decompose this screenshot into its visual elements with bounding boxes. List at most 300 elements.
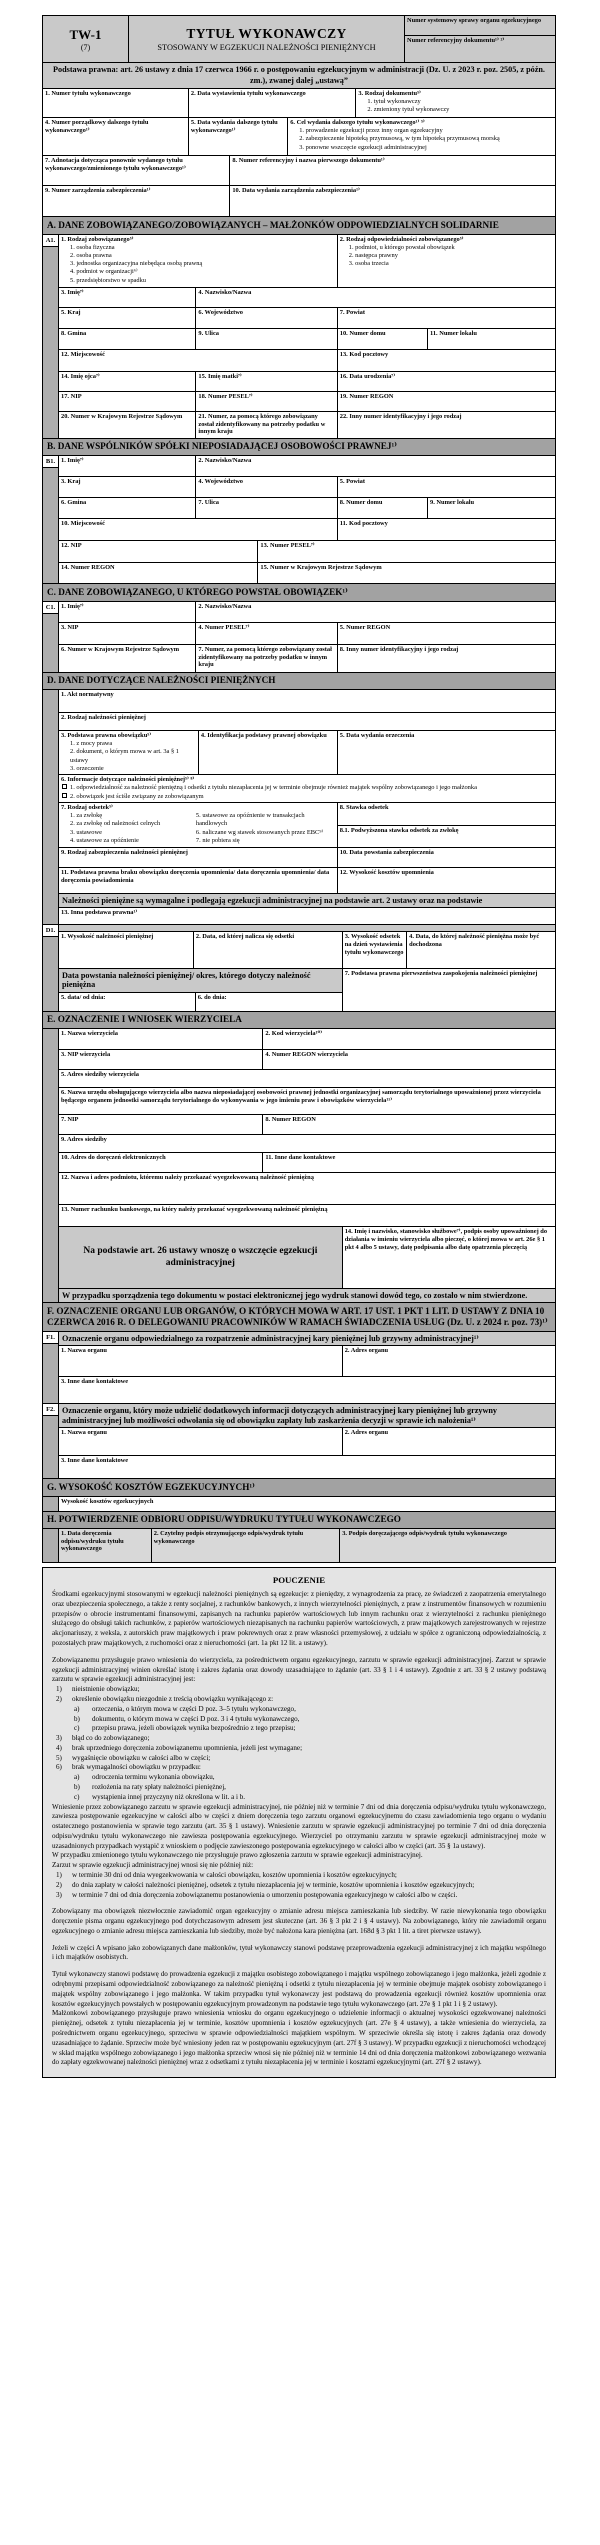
field-label: 7. Adnotacja dotycząca ponownie wydanego tytułu wykonawczego/zmienionego tytułu wykonawczego¹⁾ <box>45 157 186 172</box>
row-id-strip <box>43 1029 59 1302</box>
checkbox-icon <box>62 793 67 798</box>
field-label: 9. Adres siedziby <box>61 1136 107 1144</box>
list-marker: a) <box>74 1773 80 1782</box>
field-label: Na podstawie art. 26 ustawy wnoszę o wszczęcie egzekucji administracyjnej <box>83 1246 318 1268</box>
form-row <box>59 893 555 907</box>
field-label: 17. NIP <box>61 392 82 400</box>
field-label: 2. Nazwisko/Nazwa <box>198 602 252 610</box>
field-label: 8.1. Podwyższona stawka odsetek za zwłokę <box>339 827 459 835</box>
row-id-label: D1. <box>43 925 58 937</box>
field-cell <box>257 563 555 583</box>
field-label: 2. Data wystawienia tytułu wykonawczego <box>190 90 306 98</box>
form-row <box>59 235 555 287</box>
field-label: 3. Podstawa prawna obowiązku⁵⁾ <box>61 732 152 740</box>
field-label: 10. Miejscowość <box>61 520 106 528</box>
list-text: przepisu prawa, jeżeli obowiązek wynika bezpośrednio z tego przepisu; <box>92 1724 296 1733</box>
field-cell <box>59 1115 262 1134</box>
field-cell <box>195 993 342 1011</box>
field-cell <box>195 308 336 328</box>
field-cell <box>59 803 337 847</box>
field-cell <box>342 1346 555 1376</box>
field-cell <box>59 1050 262 1069</box>
list-text: brak wymagalności obowiązku w przypadku: <box>72 1763 201 1772</box>
field-label: 12. Wysokość kosztów upomnienia <box>339 869 434 877</box>
field-label: 8. Numer REGON <box>265 1116 316 1124</box>
field-label: 1. Data doręczenia odpisu/wydruku tytułu wykonawczego <box>61 1530 124 1553</box>
field-cell <box>337 392 555 411</box>
form-row <box>59 1069 555 1087</box>
band-cell <box>59 894 555 907</box>
field-cell <box>59 412 195 438</box>
field-label: 1. Wysokość należności pieniężnej <box>61 933 154 941</box>
form-row <box>59 1376 555 1403</box>
rows-container <box>43 89 555 216</box>
form-row <box>59 411 555 438</box>
pouczenie-list-item <box>52 1715 546 1725</box>
pouczenie-paragraph: W przypadku zmienionego tytułu wykonawczego nie przysługuje prawo zgłoszenia zarzutu w sprawie egzekucji administracyjnej. <box>52 1851 423 1860</box>
field-label: 5. Kraj <box>61 308 81 316</box>
field-cell <box>337 372 555 391</box>
checkbox-label: 1. odpowiedzialność za należność pieniężną i odsetki z tytułu niezapłacenia jej w terminie obejmuje również majątek wspólny zobowiązanego i jego małżonka <box>70 784 477 791</box>
field-label: 7. Powiat <box>339 308 365 316</box>
pouczenie-paragraph: Tytuł wykonawczy stanowi podstawę do prowadzenia egzekucji z majątku osobistego zobowiązanego i majątku wspólnego zobowiązanego i jego małżonka, jeżeli zgodnie z odrębnymi przepisami odpowiedzialność zobowiązanego za należność pieniężną i odsetki z tytułu niezapłacenia jej w terminie obejmuje majątek osobisty zobowiązanego i majątek wspólny zobowiązanego i jego małżonka. W takim przypadku tytuł wykonawczy jest podstawą do prowadzenia egzekucji również kosztów upomnienia oraz kosztów egzekucyjnych powstałych w postępowaniu egzekucyjnym prowadzonym na podstawie tego tytułu wykonawczego (art. 27e § 1 pkt 1 i § 2 ustawy). <box>52 1970 546 2008</box>
row-id-strip <box>43 1332 59 1403</box>
list-text: do dnia zapłaty w całości należności pieniężnej, odsetek z tytułu niezapłacenia jej w terminie, kosztów upomnienia i kosztów egzekucyjnych; <box>72 1880 475 1889</box>
list-marker: b) <box>74 1714 80 1723</box>
field-cell <box>406 932 555 968</box>
field-label: 5. Adres siedziby wierzyciela <box>61 1071 139 1079</box>
field-label: 11. Podstawa prawna braku obowiązku doręczenia upomnienia/ data doręczenia upomnienia/ data doręczenia powiadomienia <box>61 869 330 884</box>
field-label: 3. Inne dane kontaktowe <box>61 1378 129 1386</box>
field-label: 21. Numer, za pomocą którego zobowiązany został zidentyfikowany na potrzeby podatku w innym kraju <box>198 412 326 436</box>
field-label: 9. Ulica <box>198 329 219 337</box>
field-cell <box>337 731 555 774</box>
field-label: 8. Numer domu <box>339 499 383 507</box>
field-label: 6. Numer w Krajowym Rejestrze Sądowym <box>61 645 180 653</box>
field-label: 9. Numer zarządzenia zabezpieczenia¹⁾ <box>45 187 151 195</box>
rows-container <box>59 1529 555 1562</box>
field-cell <box>59 848 337 867</box>
option-column <box>187 812 335 845</box>
option-item: 1. osoba fizyczna <box>70 243 115 251</box>
field-label: 8. Numer referencyjny i nazwa pierwszego dokumentu¹⁾ <box>232 157 385 165</box>
form-row <box>59 1087 555 1114</box>
form-section-block <box>43 1331 555 1403</box>
field-cell <box>43 156 229 185</box>
form-row <box>59 518 555 540</box>
field-cell <box>43 118 188 155</box>
field-cell <box>59 731 198 774</box>
field-cell <box>337 645 555 672</box>
field-label: 15. Numer w Krajowym Rejestrze Sądowym <box>260 564 382 572</box>
field-label: 10. Data wydania zarządzenia zabezpieczenia¹⁾ <box>232 187 360 195</box>
form-section-block <box>43 455 555 583</box>
form-row <box>59 931 555 968</box>
form-row <box>59 456 555 476</box>
form-row <box>59 307 555 328</box>
form-section-block <box>43 1403 555 1478</box>
rows-container <box>59 690 555 924</box>
field-cell <box>338 803 555 825</box>
field-label: 5. data/ od dnia: <box>61 993 106 1001</box>
form-row <box>59 1345 555 1376</box>
form-row <box>43 89 555 117</box>
field-label: 5. Data wydania orzeczenia <box>339 732 415 740</box>
field-label: 3. NIP wierzyciela <box>61 1051 111 1059</box>
pouczenie-list-item <box>52 1891 546 1901</box>
checkbox-icon <box>62 784 67 789</box>
field-label: 1. Rodzaj zobowiązanego⁵⁾ <box>61 235 134 243</box>
field-cell <box>337 848 555 867</box>
rows-container <box>59 602 555 672</box>
field-label: 5. Data wydania dalszego tytułu wykonawczego¹⁾ <box>190 119 278 134</box>
field-cell <box>337 868 555 893</box>
field-cell <box>262 1050 555 1069</box>
field-cell <box>59 602 195 622</box>
field-label: 4. Data, do której należność pieniężna może być dochodzona <box>409 933 540 948</box>
field-cell <box>59 690 555 712</box>
option-item: 2. następca prawny <box>348 251 398 259</box>
field-label: 4. Numer REGON wierzyciela <box>265 1051 348 1059</box>
field-cell <box>59 456 195 476</box>
list-text: w terminie 30 dni od dnia wyegzekwowania w całości obowiązku, kosztów upomnienia i kosztów egzekucyjnych; <box>72 1871 397 1879</box>
pouczenie-list-item <box>52 1744 546 1754</box>
field-cell <box>355 89 555 117</box>
pouczenie-list-item <box>52 1705 546 1715</box>
band-cell <box>151 1529 339 1562</box>
form-section-block <box>43 1528 555 1562</box>
field-label: 13. Numer rachunku bankowego, na który należy przekazać wyegzekwowaną należność pieniężną <box>61 1206 328 1214</box>
list-text: orzeczenia, o którym mowa w części D poz. 3–5 tytułu wykonawczego, <box>92 1704 296 1713</box>
field-label: 2. Rodzaj należności pieniężnej <box>61 714 146 722</box>
field-label: 1. Nazwa organu <box>61 1347 107 1355</box>
pouczenie-paragraph: Zobowiązany ma obowiązek niezwłocznie zawiadomić organ egzekucyjny o zmianie adresu miejsca zamieszkania lub siedziby. W razie niewykonania tego obowiązku doręczenie pisma organu egzekucyjnego pod dotychczasowym adresem jest skuteczne (art. 36 § 3 pkt 2 i § 4 ustawy). Na zobowiązanego, który nie zawiadomił organu egzekucyjnego o zmianie adresu miejsca zamieszkania lub siedziby, może być nałożona kara pieniężna (art. 168d § 3 pkt 1 lit. a tiret pierwsze ustawy). <box>52 1907 546 1935</box>
field-cell <box>59 623 195 644</box>
field-label: 2. Rodzaj odpowiedzialności zobowiązanego⁵⁾ <box>339 235 464 243</box>
field-label: Numer referencyjny dokumentu¹⁾ ²⁾ <box>407 37 505 44</box>
row-id-strip <box>43 925 59 1011</box>
field-cell <box>257 541 555 562</box>
form-row <box>59 1114 555 1134</box>
field-label: 14. Numer REGON <box>61 564 115 572</box>
form-row <box>59 867 555 893</box>
form-header <box>43 16 555 62</box>
form-row <box>59 287 555 307</box>
list-marker: 6) <box>56 1763 62 1772</box>
list-marker: a) <box>74 1704 80 1713</box>
list-marker: 2) <box>56 1694 62 1703</box>
field-cell <box>195 602 555 622</box>
pouczenie-list-item <box>52 1695 546 1705</box>
field-label: 1. Akt normatywny <box>61 691 114 699</box>
field-label: 1. Numer tytułu wykonawczego <box>45 90 131 98</box>
field-cell <box>342 969 555 1011</box>
field-label: 8. Stawka odsetek <box>339 804 389 812</box>
row-id-strip <box>43 1497 59 1511</box>
form-row <box>59 602 555 622</box>
form-tw1 <box>42 15 556 1563</box>
field-cell <box>195 477 336 497</box>
field-cell <box>43 186 229 216</box>
form-row <box>59 476 555 497</box>
field-label: 9. Rodzaj zabezpieczenia należności pieniężnej <box>61 849 188 857</box>
option-item: 7. nie pobiera się <box>195 836 240 844</box>
form-row <box>59 644 555 672</box>
form-row <box>59 968 555 1011</box>
field-label: 7. Numer, za pomocą którego zobowiązany został zidentyfikowany na potrzeby podatku w innym kraju <box>198 645 332 669</box>
field-cell <box>195 412 336 438</box>
form-row <box>59 497 555 518</box>
field-cell <box>59 645 195 672</box>
field-label: 1. Imię⁷⁾ <box>61 457 84 465</box>
field-cell <box>229 186 555 216</box>
field-cell <box>59 541 257 562</box>
field-label: 13. Kod pocztowy <box>339 350 389 358</box>
field-label: 9. Numer lokalu <box>430 499 475 507</box>
field-label: 12. Nazwa i adres podmiotu, któremu należy przekazać wyegzekwowaną należność pieniężną <box>61 1174 314 1182</box>
field-label: 11. Kod pocztowy <box>339 520 388 528</box>
field-cell <box>59 993 195 1011</box>
option-item: 4. ustawowe za opóźnienie <box>70 836 139 844</box>
option-item: 1. z mocy prawa <box>70 740 113 747</box>
field-label: 3. Inne dane kontaktowe <box>61 1457 129 1464</box>
list-text: dokumentu, o którym mowa w części D poz. 3 i 4 tytułu wykonawczego, <box>92 1714 300 1723</box>
field-label: 3. Podpis doręczającego odpis/wydruk tytułu wykonawczego <box>342 1530 507 1537</box>
field-cell <box>59 519 337 540</box>
field-cell <box>59 329 195 349</box>
section-header: D. DANE DOTYCZĄCE NALEŻNOŚCI PIENIĘŻNYCH <box>43 672 555 690</box>
field-label: 7. Podstawa prawna pierwszeństwa zaspokojenia należności pieniężnej <box>344 970 538 978</box>
list-text: rozłożenia na raty spłaty należności pieniężnej, <box>92 1782 226 1791</box>
form-row <box>59 349 555 371</box>
form-section-block <box>43 88 555 216</box>
field-cell <box>59 563 257 583</box>
list-marker: b) <box>74 1782 80 1791</box>
field-label: 6. Województwo <box>198 308 244 316</box>
form-row <box>59 1404 555 1427</box>
field-label: 2. Kod wierzyciela¹⁰⁾ <box>265 1030 323 1038</box>
field-cell <box>337 412 555 438</box>
field-cell <box>195 329 336 349</box>
form-version: (7) <box>80 42 91 52</box>
form-row <box>59 1288 555 1302</box>
field-cell <box>59 235 337 287</box>
form-row <box>59 1497 555 1511</box>
field-cell <box>59 775 555 802</box>
form-code: TW-1 <box>69 26 102 42</box>
field-cell <box>195 392 336 411</box>
pouczenie-paragraph: Wniesienie przez zobowiązanego zarzutu w sprawie egzekucji administracyjnej, nie później niż w terminie 7 dni od dnia doręczenia odpisu/wydruku tytułu wykonawczego, zawiesza postępowanie egzekucyjne w całości albo w części z dniem doręczenia tego zarzutu organowi egzekucyjnemu do czasu zawiadomienia tego organu o wydaniu ostatecznego postanowienia w sprawie tego zarzutu (art. 35 § 1 ustawy). Wniesienie zarzutu w sprawie egzekucji administracyjnej po terminie 7 dni od dnia doręczenia odpisu/wydruku tytułu wykonawczego nie zawiesza postępowania egzekucyjnego. Wierzyciel po otrzymaniu zarzutu w sprawie egzekucji administracyjnej może w uzasadnionych przypadkach wystąpić z wnioskiem o podjęcie zawieszonego postępowania egzekucyjnego w całości albo w części (art. 35 § 1a ustawy). <box>52 1802 546 1850</box>
field-label: 15. Imię matki⁷⁾ <box>198 372 242 380</box>
field-cell <box>59 350 337 371</box>
field-label: 5. Numer REGON <box>339 623 391 631</box>
field-label: 16. Data urodzenia⁷⁾ <box>339 372 396 380</box>
field-label: 4. Nazwisko/Nazwa <box>198 288 252 296</box>
option-item: 1. za zwłokę <box>70 811 103 819</box>
field-cell <box>59 1088 555 1114</box>
form-section-block <box>43 689 555 924</box>
option-item: 3. ponowne wszczęcie egzekucji administracyjnej <box>299 143 427 151</box>
field-label: 20. Numer w Krajowym Rejestrze Sądowym <box>61 412 183 420</box>
row-id-strip <box>43 235 59 438</box>
form-row <box>59 730 555 774</box>
option-item: 5. przedsiębiorstwo w spadku <box>70 276 146 284</box>
field-label: 14. Imię ojca⁷⁾ <box>61 372 100 380</box>
form-row <box>59 1226 555 1288</box>
rows-container <box>59 1332 555 1403</box>
list-marker: 5) <box>56 1753 62 1762</box>
option-item: 6. naliczane wg stawek stosowanych przez EBC⁹⁾ <box>195 828 324 836</box>
option-item: 3. orzeczenie <box>70 764 104 772</box>
field-label: 8. Gmina <box>61 329 87 337</box>
field-label: 10. Adres do doręczeń elektronicznych <box>61 1154 166 1162</box>
field-label: 19. Numer REGON <box>339 392 394 400</box>
pouczenie-list-item <box>52 1734 546 1744</box>
pouczenie-paragraph: Małżonkowi zobowiązanego przysługuje prawo wniesienia wniosku do organu egzekucyjnego o udzielenie informacji o aktualnej wysokości egzekwowanej należności pieniężnej, odsetek z tytułu niezapłacenia jej w terminie, kosztów upomnienia i kosztów egzekucyjnych (art. 27e § 4 ustawy), a także wniesienia do wierzyciela, za pośrednictwem organu egzekucyjnego, sprzeciwu w sprawie odpowiedzialności majątkiem wspólnym. W sprzeciwie określa się istotę i zakres żądania oraz dowody uzasadniające to żądanie. Sprzeciw może być wniesiony jeden raz w postępowaniu egzekucyjnym (art. 27f § 3 ustawy). W przypadku egzekucji z nieruchomości wchodzącej w skład majątku wspólnego zobowiązanego i jego małżonka sprzeciw wnosi się nie później niż w terminie 14 dni od dnia doręczenia małżonkowi zobowiązanego wezwania do zapłaty egzekwowanej należności pieniężnej wraz z odsetkami z tytułu niezapłacenia jej w terminie i kosztami egzekucyjnymi (art. 27f § 2 ustawy). <box>52 2009 546 2067</box>
rows-container <box>59 925 555 1011</box>
list-marker: 1) <box>56 1871 62 1879</box>
checkbox-option <box>61 793 553 802</box>
list-marker: 3) <box>56 1890 62 1899</box>
row-id-label: B1. <box>43 456 58 468</box>
field-cell <box>59 288 195 307</box>
rows-container <box>59 1497 555 1511</box>
pouczenie-list-item <box>52 1793 546 1803</box>
pouczenie-list-item <box>52 1685 546 1695</box>
pouczenie-content <box>52 1590 546 2068</box>
form-row <box>59 712 555 730</box>
pouczenie-list-item <box>52 1871 546 1881</box>
field-label: W przypadku sporządzenia tego dokumentu w postaci elektronicznej jego wydruk stanowi dowód tego, co zostało w nim stwierdzone. <box>62 1290 528 1300</box>
form-section-block <box>43 1028 555 1302</box>
field-cell <box>59 392 195 411</box>
field-label: 3. Imię⁷⁾ <box>61 288 84 296</box>
field-cell <box>59 932 193 968</box>
field-cell <box>337 519 555 540</box>
field-cell <box>287 118 555 155</box>
case-system-number-box <box>405 16 555 35</box>
band-cell <box>59 1332 555 1345</box>
field-cell <box>59 1497 555 1511</box>
row-id-strip <box>43 1404 59 1478</box>
field-cell <box>59 969 342 1011</box>
option-item: 2. zmieniony tytuł wykonawczy <box>367 106 450 114</box>
field-label: 13. Numer PESEL⁷⁾ <box>260 542 315 550</box>
field-label: 7. Rodzaj odsetek⁵⁾ <box>61 804 113 812</box>
pouczenie-list-item <box>52 1724 546 1734</box>
field-label: Oznaczenie organu odpowiedzialnego za rozpatrzenie administracyjnej kary pieniężnej lub grzywny administracyjnej¹⁾ <box>62 1333 479 1343</box>
field-cell <box>59 1456 555 1478</box>
list-text: wystąpienia innej przyczyny niż określona w lit. a i b. <box>92 1792 246 1801</box>
option-item: 3. ustawowe <box>70 828 102 836</box>
field-label: 2. Adres organu <box>344 1347 389 1355</box>
option-item: 2. zabezpieczenie hipoteką przymusową, w tym hipoteką przymusową morską <box>299 135 500 143</box>
list-text: w terminie 7 dni od dnia doręczenia zobowiązanemu postanowienia o umorzeniu postępowania egzekucyjnego w całości albo w części. <box>72 1890 458 1899</box>
row-id-strip <box>43 456 59 583</box>
pouczenie-paragraph: Środkami egzekucyjnymi stosowanymi w egzekucji należności pieniężnych są egzekucje: z pieniędzy, z wynagrodzenia za pracę, ze świadczeń z zaopatrzenia emerytalnego oraz ubezpieczenia społecznego, a także z renty socjalnej, z rachunków bankowych, z innych wierzytelności pieniężnych, z praw z instrumentów finansowych w rozumieniu przepisów o obrocie instrumentami finansowymi, zapisanych na rachunku papierów wartościowych lub innym rachunku oraz z wierzytelności z rachunku pieniężnego służącego do obsługi takich rachunków, z papierów wartościowych niezapisanych na rachunku papierów wartościowych, z praw majątkowych zarejestrowanych w rejestrze akcjonariuszy, z weksla, z autorskich praw majątkowych i praw pokrewnych oraz z praw własności przemysłowej, z udziału w spółce z ograniczoną odpowiedzialnością, z pozostałych praw majątkowych, z ruchomości oraz z nieruchomości (art. 1a pkt 12 lit. a ustawy). <box>52 1590 546 1648</box>
form-section-block <box>43 1496 555 1511</box>
field-label: 6. Gmina <box>61 499 87 507</box>
form-row <box>59 802 555 847</box>
field-cell <box>59 477 195 497</box>
rows-container <box>59 456 555 583</box>
field-cell <box>195 498 336 518</box>
field-cell <box>59 1135 555 1152</box>
legal-basis-bar: Podstawa prawna: art. 26 ustawy z dnia 17 czerwca 1966 r. o postępowaniu egzekucyjnym w administracji (Dz. U. z 2023 r. poz. 2505, z późn. zm.), zwanej dalej „ustawą” <box>43 62 555 88</box>
field-cell <box>342 932 406 968</box>
row-id-strip <box>43 602 59 672</box>
field-cell <box>342 1428 555 1455</box>
pouczenie-paragraph: Zarzut w sprawie egzekucji administracyjnej wnosi się nie później niż: <box>52 1861 254 1870</box>
field-label: 11. Numer lokalu <box>430 329 477 337</box>
field-label: 8. Inny numer identyfikacyjny i jego rodzaj <box>339 645 459 653</box>
field-label: 2. Adres organu <box>344 1429 389 1436</box>
field-cell <box>337 308 555 328</box>
row-id-strip <box>43 690 59 924</box>
band-cell <box>59 1529 151 1562</box>
field-label: 13. Inna podstawa prawna¹⁾ <box>61 909 138 917</box>
list-text: odroczenia terminu wykonania obowiązku, <box>92 1773 215 1782</box>
field-cell <box>43 89 188 117</box>
form-row <box>59 1152 555 1172</box>
pouczenie-box <box>42 1567 556 2078</box>
form-subtitle: STOSOWANY W EGZEKUCJI NALEŻNOŚCI PIENIĘŻNYCH <box>157 43 376 52</box>
field-cell <box>59 372 195 391</box>
form-row <box>59 391 555 411</box>
field-label: 2. Data, od której nalicza się odsetki <box>195 933 295 941</box>
field-cell <box>195 456 555 476</box>
field-label: 3. NIP <box>61 623 79 631</box>
section-header: A. DANE ZOBOWIĄZANEGO/ZOBOWIĄZANYCH – MAŁŻONKÓW ODPOWIEDZIALNYCH SOLIDARNIE <box>43 216 555 234</box>
field-cell <box>195 288 555 307</box>
form-section-block <box>43 601 555 672</box>
form-row <box>59 371 555 391</box>
option-item: 3. jednostka organizacyjna niebędąca osobą prawną <box>70 260 203 268</box>
reference-number-box <box>405 35 555 62</box>
field-cell <box>195 645 336 672</box>
field-label: 6. Cel wydania dalszego tytułu wykonawczego¹⁾ ⁵⁾ <box>290 119 425 127</box>
field-label: 6. Nazwa urzędu obsługującego wierzyciela albo nazwa nieposiadającej osobowości prawnej jednostki organizacyjnej samorządu terytorialnego upoważnionej przez wierzyciela będącego organem jednostki samorządu terytorialnego do wykonywania w jego imieniu praw i obowiązków wierzyciela¹¹⁾ <box>61 1089 541 1104</box>
list-text: brak uprzedniego doręczenia zobowiązanemu upomnienia, jeżeli jest wymagane; <box>72 1743 303 1752</box>
section-header: E. OZNACZENIE I WNIOSEK WIERZYCIELA <box>43 1011 555 1029</box>
field-label: 12. NIP <box>61 542 82 550</box>
field-label: Oznaczenie organu, który może udzielić dodatkowych informacji dotyczących administracyjnej kary pieniężnej lub grzywny administracyjnej lub możliwości odwołania się od obowiązku zapłaty lub zaskarżenia decyzji w sprawie ich nałożenia¹⁾ <box>62 1405 498 1425</box>
option-columns <box>61 812 335 845</box>
rows-container <box>59 235 555 438</box>
field-cell <box>59 1029 262 1049</box>
list-marker: 4) <box>56 1743 62 1752</box>
field-cell <box>337 329 427 349</box>
field-label: 6. do dnia: <box>197 993 227 1001</box>
option-item: 4. podmiot w organizacji⁶⁾ <box>70 268 138 276</box>
field-cell <box>337 350 555 371</box>
form-row <box>59 1529 555 1562</box>
pouczenie-paragraph: Jeżeli w części A wpisano jako zobowiązanych dane małżonków, tytuł wykonawczy stanowi podstawę przeprowadzenia egzekucji administracyjnej z ich majątku wspólnego i ich majątków osobistych. <box>52 1943 546 1962</box>
field-label: 1. Nazwa organu <box>61 1429 107 1436</box>
list-text: określenie obowiązku niezgodnie z treścią obowiązku wynikającego z: <box>72 1694 274 1703</box>
field-cell <box>59 868 337 893</box>
field-label: 2. Czytelny podpis otrzymującego odpis/wydruk tytułu wykonawczego <box>153 1530 304 1545</box>
form-row <box>59 1455 555 1478</box>
form-row <box>59 1332 555 1345</box>
form-row <box>59 1427 555 1455</box>
document-page <box>42 15 556 2078</box>
list-text: nieistnienie obowiązku; <box>72 1685 140 1694</box>
row-id-label: A1. <box>43 235 58 247</box>
field-cell <box>262 1115 555 1134</box>
field-cell <box>188 89 355 117</box>
form-row <box>59 622 555 644</box>
